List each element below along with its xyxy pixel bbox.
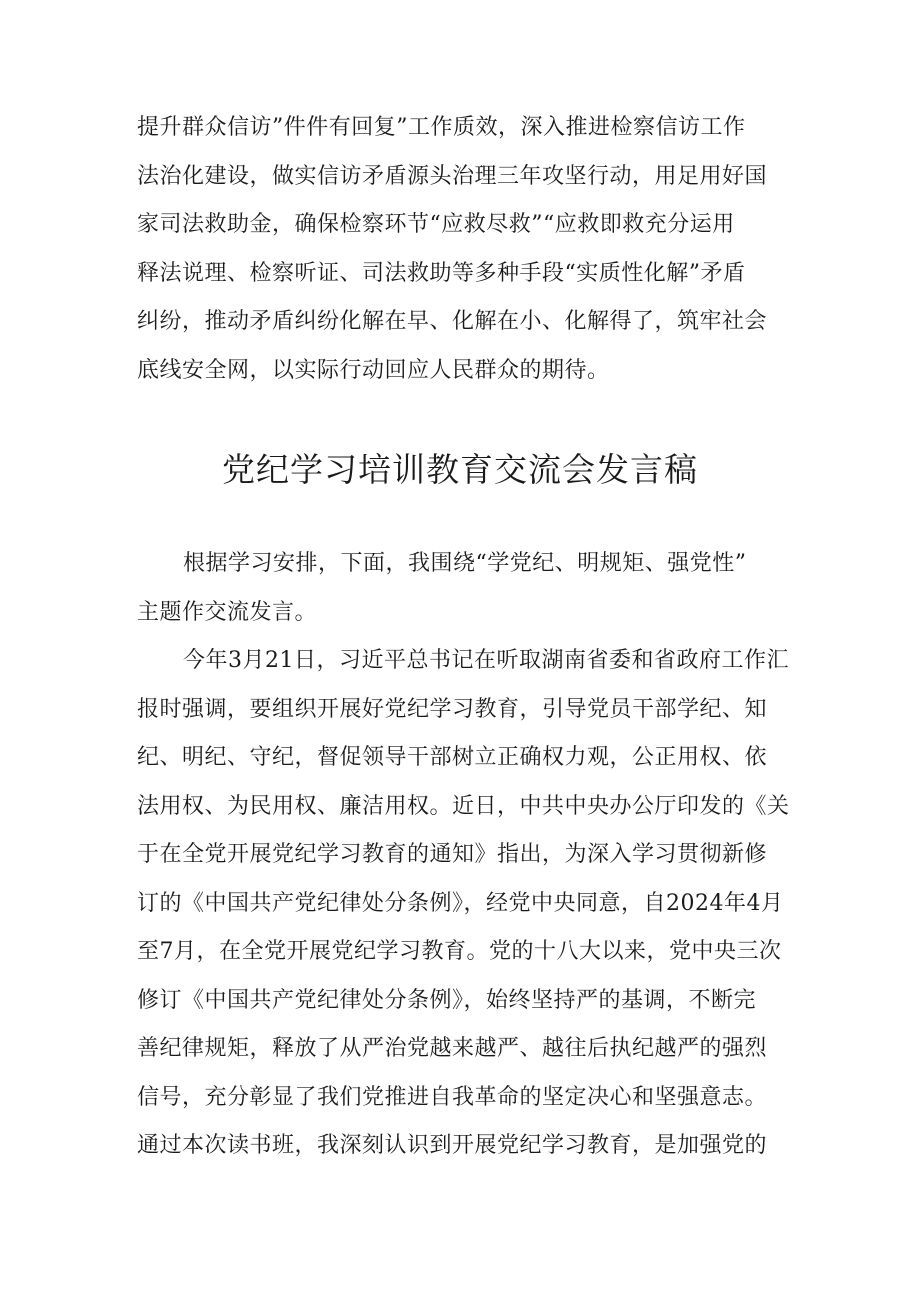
text-line: 至7月，在全党开展党纪学习教育。党的十八大以来，党中央三次 [137, 939, 782, 964]
body-paragraph [137, 637, 797, 1171]
text-line: 于在全党开展党纪学习教育的通知》指出，为深入学习贯彻新修 [137, 842, 768, 867]
text-line: 纠纷，推动矛盾纠纷化解在早、化解在小、化解得了，筑牢社会 [137, 309, 768, 334]
text-line: 释法说理、检察听证、司法救助等多种手段“实质性化解”矛盾 [137, 260, 746, 286]
text-line: 报时强调，要组织开展好党纪学习教育，引导党员干部学纪、知 [137, 696, 768, 722]
text-line: 善纪律规矩，释放了从严治党越来越严、越往后执纪越严的强烈 [137, 1036, 768, 1061]
text-line: 主题作交流发言。 [137, 599, 318, 625]
text-line: 修订《中国共产党纪律处分条例》，始终坚持严的基调，不断完 [137, 987, 757, 1013]
text-line: 通过本次读书班，我深刻认识到开展党纪学习教育，是加强党的 [137, 1133, 768, 1158]
document-title: 党纪学习培训教育交流会发言稿 [222, 450, 698, 489]
text-line: 提升群众信访”件件有回复”工作质效，深入推进检察信访工作 [137, 115, 746, 140]
text-line: 今年3月21日，习近平总书记在听取湖南省委和省政府工作汇 [183, 648, 789, 673]
text-line: 家司法救助金，确保检察环节“应救尽救”“应救即救充分运用 [137, 212, 735, 237]
text-line: 法治化建设，做实信访矛盾源头治理三年攻坚行动，用足用好国 [137, 163, 768, 189]
text-line: 法用权、为民用权、廉洁用权。近日，中共中央办公厅印发的《关 [137, 793, 790, 819]
text-line: 信号，充分彰显了我们党推进自我革命的坚定决心和坚强意志。 [137, 1084, 768, 1110]
continuation-paragraph [137, 104, 797, 395]
text-line: 根据学习安排，下面，我围绕“学党纪、明规矩、强党性” [183, 551, 747, 576]
text-line: 底线安全网，以实际行动回应人民群众的期待。 [137, 357, 610, 383]
text-line: 订的《中国共产党纪律处分条例》，经党中央同意，自2024年4月 [137, 890, 784, 916]
text-line: 纪、明纪、守纪，督促领导干部树立正确权力观，公正用权、依 [137, 745, 768, 770]
intro-paragraph [137, 540, 797, 637]
